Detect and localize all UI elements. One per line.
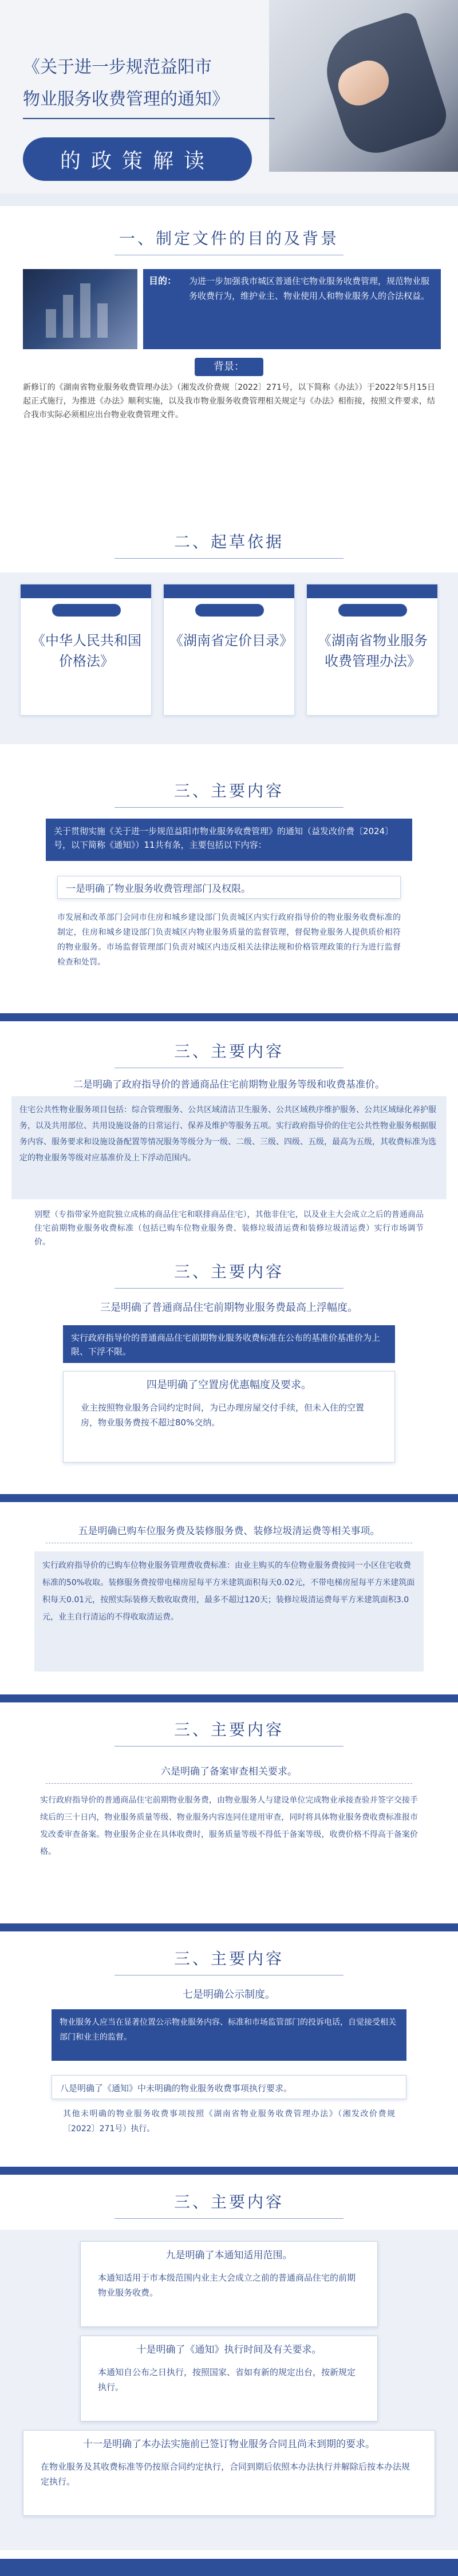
- purpose-image-bar: [80, 283, 90, 338]
- purpose-label: 目的：: [149, 275, 177, 286]
- point8-title: 八是明确了《通知》中未明确的物业服务收费事项执行要求。: [52, 2075, 406, 2099]
- point6-title: 六是明确了备案审查相关要求。: [161, 1766, 297, 1777]
- hero-banner: [0, 0, 458, 206]
- hero-photo: [269, 0, 458, 172]
- point9-text: 本通知适用于市本级范围内业主大会成立之前的普通商品住宅的前期物业服务收费。: [98, 2273, 356, 2298]
- section8-title: 三、主要内容: [173, 1949, 284, 1968]
- point11-title: 十一是明确了本办法实施前已签订物业服务合同且尚未到期的要求。: [83, 2439, 375, 2450]
- point6-divider: [46, 1783, 412, 1784]
- basis-card-label: 《中华人民共和国价格法》: [31, 633, 141, 669]
- purpose-image: [23, 269, 137, 349]
- point5-title: 五是明确已购车位服务费及装修服务费、装修垃圾清运费等相关事项。: [78, 1526, 380, 1537]
- point5-text: 实行政府指导价的已购车位物业服务管理费收费标准：由业主购买的车位物业服务费按同一小区住宅收费标准的50%收取。装修服务费按带电梯房屋每平方米建筑面积每天0.02元，不带电梯房屋每平方米建筑面积每天0.01元，按照实际装修天数收取费用，最多不超过120天；装修垃圾清运费每平方米建筑面积3.0元，业主自行清运的不得收取清运费。: [34, 1551, 424, 1672]
- basis-card-top: [164, 584, 294, 598]
- section-band: [0, 1013, 458, 1021]
- background-text: 新修订的《湖南省物业服务收费管理办法》（湘发改价费规〔2022〕271号，以下简称《办法》）于2022年5月15日起正式施行，为推进《办法》顺利实施，以及我市物业服务收费管理相关规定与《办法》相衔接，按照文件要求，结合我市实际必须相应出台物业收费管理文件。: [23, 383, 435, 420]
- point2-note: 别墅（专指带家外庭院独立成栋的商品住宅和联排商品住宅），其他非住宅，以及业主大会成立之后的普通商品住宅前期物业服务收费标准（包括已购车位物业服务费、装修垃圾清运费和装修垃圾清运费）实行市场调节价。: [34, 1210, 424, 1247]
- point3-text: 实行政府指导价的普通商品住宅前期物业服务收费标准在公布的基准价基准价为上限、下浮不限。: [63, 1325, 395, 1363]
- purpose-text: 为进一步加强我市城区普通住宅物业服务收费管理，规范物业服务收费行为，维护业主、物业使用人和物业服务人的合法权益。: [143, 269, 441, 349]
- point8-text: 其他未明确的物业服务收费事项按照《湖南省物业服务收费管理办法》（湘发改价费规〔2022〕271号）执行。: [63, 2109, 395, 2134]
- point1-title: 一是明确了物业服务收费管理部门及权限。: [57, 876, 401, 899]
- footer-band: [0, 2559, 458, 2576]
- section-band: [0, 1923, 458, 1931]
- basis-card: [163, 584, 295, 716]
- section2-title-line: [114, 558, 344, 559]
- point2-title: 二是明确了政府指导价的普通商品住宅前期物业服务等级和收费基准价。: [73, 1079, 385, 1091]
- section7-title-line: [114, 1746, 344, 1747]
- section3-title: 三、主要内容: [173, 781, 284, 800]
- basis-card-pill: [195, 604, 264, 617]
- point9-block: [80, 2241, 378, 2327]
- basis-card-label: 《湖南省定价目录》: [169, 633, 293, 649]
- purpose-image-bar: [46, 309, 56, 338]
- point6-text: 实行政府指导价的普通商品住宅前期物业服务费，由物业服务人与建设单位完成物业承接查验并签字交接手续后的三十日内，物业服务质量等级、物业服务内容连同住建用审查，同时将具体物业服务费收费标准报市发改委审查备案。物业服务企业在具体收费时，服务质量等级不得低于备案等级，收费价格不得高于备案价格。: [40, 1796, 418, 1856]
- section-band: [0, 2167, 458, 2175]
- basis-card-label: 《湖南省物业服务收费管理办法》: [318, 633, 428, 669]
- page-subtitle: 的政策解读: [60, 149, 215, 173]
- point1-text: 市发展和改革部门会同市住房和城乡建设部门负责城区内实行政府指导价的物业服务收费标准的制定，住房和城乡建设部门负责城区内物业服务质量的监督管理，督促物业服务人提供质价相符的物业服务。市场监督管理部门负责对城区内违反相关法律法规和价格管理政策的行为进行监督检查和处罚。: [57, 913, 401, 967]
- section-band: [0, 1694, 458, 1702]
- section-band: [0, 1494, 458, 1502]
- basis-card-top: [307, 584, 437, 598]
- basis-card: [20, 584, 152, 716]
- section8-title-line: [114, 1975, 344, 1976]
- purpose-block: [23, 269, 435, 349]
- hero-stripe: [0, 193, 458, 206]
- point7-text: 物业服务人应当在显著位置公示物业服务内容、标准和市场监管部门的投诉电话，自觉接受相关部门和业主的监督。: [52, 2009, 406, 2061]
- page-title: [23, 52, 286, 119]
- section2-title: 二、起草依据: [173, 532, 284, 551]
- point4-block: [63, 1371, 395, 1463]
- point10-text: 本通知自公布之日执行，按照国家、省如有新的规定出台，按新规定执行。: [98, 2367, 356, 2392]
- section9-title-line: [114, 2218, 344, 2219]
- background-label: 背景：: [195, 358, 263, 376]
- basis-card-top: [21, 584, 151, 598]
- section4-title: 三、主要内容: [173, 1042, 284, 1061]
- section3-intro: 关于贯彻实施《关于进一步规范益阳市物业服务收费管理》的通知（益发改价费〔2024〕号，以下简称《通知》）11共有条，主要包括以下内容：: [46, 819, 412, 861]
- purpose-image-bar: [97, 303, 108, 338]
- point4-title: 四是明确了空置房优惠幅度及要求。: [147, 1379, 311, 1391]
- basis-card-pill: [338, 604, 407, 617]
- point11-block: [23, 2430, 435, 2516]
- section7-title: 三、主要内容: [173, 1720, 284, 1739]
- point7-title: 七是明确公示制度。: [183, 1989, 275, 2001]
- basis-card: [306, 584, 438, 716]
- point9-title: 九是明确了本通知适用范围。: [165, 2250, 293, 2261]
- section5-title-line: [114, 1288, 344, 1289]
- section3-title-line: [114, 807, 344, 808]
- page-title-line2: 物业服务收费管理的通知》: [23, 84, 275, 119]
- point4-text: 业主按照物业服务合同约定时间，为已办理房屋交付手续，但未入住的空置房，物业服务费按不超过80%交纳。: [81, 1402, 365, 1428]
- section5-title: 三、主要内容: [173, 1262, 284, 1281]
- basis-card-pill: [52, 604, 121, 617]
- point10-title: 十是明确了《通知》执行时间及有关要求。: [136, 2344, 322, 2356]
- page-subtitle-badge: [23, 137, 252, 181]
- section9-title: 三、主要内容: [173, 2192, 284, 2211]
- point2-text: 住宅公共性物业服务项目包括：综合管理服务、公共区域清洁卫生服务、公共区域秩序维护服务、公共区域绿化养护服务，以及共用部位、共用设施设备的日常运行、保养及维护等服务五项。实行政府指导价的住宅公共性物业服务根据服务内容、服务要求和设施设备配置等情况服务等级分为一级、二级、三级、四级、五级，最高为五级，其收费标准为选定的物业服务等级对应基准价及上下浮动范围内。: [11, 1096, 447, 1199]
- point3-title: 三是明确了普通商品住宅前期物业服务费最高上浮幅度。: [100, 1302, 358, 1314]
- purpose-image-bar: [63, 295, 73, 338]
- page-title-line1: 《关于进一步规范益阳市: [23, 57, 212, 77]
- point11-text: 在物业服务及其收费标准等仍按原合同约定执行，合同到期后依照本办法执行并解除后按本办法规定执行。: [41, 2462, 410, 2487]
- section1-title: 一、制定文件的目的及背景: [119, 229, 339, 248]
- point10-block: [80, 2336, 378, 2421]
